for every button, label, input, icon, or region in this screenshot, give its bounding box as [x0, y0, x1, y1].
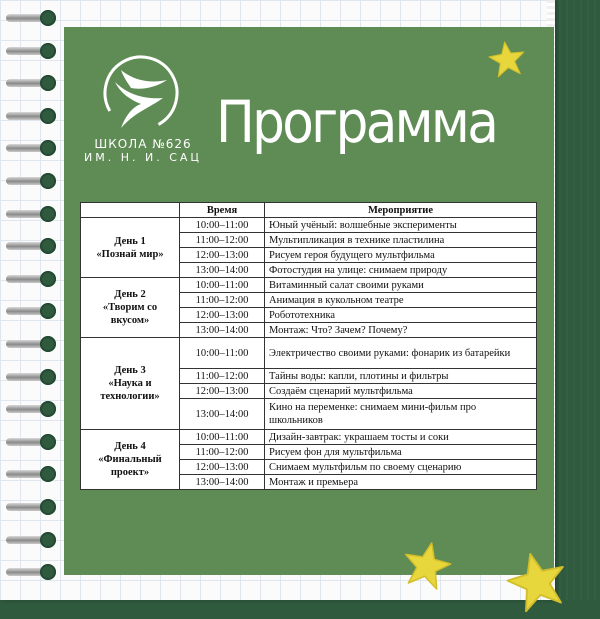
time-cell: 11:00–12:00	[180, 445, 265, 460]
event-cell: Фотостудия на улице: снимаем природу	[265, 263, 537, 278]
spiral-ring-icon	[6, 369, 58, 385]
event-cell: Рисуем фон для мультфильма	[265, 445, 537, 460]
school-name-line2: ИМ. Н. И. САЦ	[84, 151, 202, 164]
spiral-ring-icon	[6, 466, 58, 482]
event-cell: Кино на переменке: снимаем мини-фильм про школьников	[265, 399, 537, 430]
event-cell: Витаминный салат своими руками	[265, 278, 537, 293]
time-cell: 12:00–13:00	[180, 384, 265, 399]
event-cell: Монтаж: Что? Зачем? Почему?	[265, 323, 537, 338]
spiral-ring-icon	[6, 140, 58, 156]
event-cell: Снимаем мультфильм по своему сценарию	[265, 460, 537, 475]
day-cell	[81, 278, 180, 338]
table-row	[81, 338, 537, 369]
event-cell: Монтаж и премьера	[265, 475, 537, 490]
day-theme: «Наука и технологии»	[100, 378, 160, 402]
day-theme: «Творим со вкусом»	[102, 302, 158, 326]
time-cell: 13:00–14:00	[180, 399, 265, 430]
header-day	[81, 203, 180, 218]
time-cell: 10:00–11:00	[180, 430, 265, 445]
time-cell: 11:00–12:00	[180, 369, 265, 384]
time-cell: 10:00–11:00	[180, 338, 265, 369]
spiral-ring-icon	[6, 271, 58, 287]
day-label: День 2	[114, 289, 146, 300]
event-cell: Юный учёный: волшебные эксперименты	[265, 218, 537, 233]
star-icon	[397, 535, 456, 594]
spiral-ring-icon	[6, 206, 58, 222]
time-cell: 10:00–11:00	[180, 278, 265, 293]
spiral-ring-icon	[6, 532, 58, 548]
school-logo-icon	[91, 50, 191, 150]
time-cell: 12:00–13:00	[180, 308, 265, 323]
table-row	[81, 278, 537, 293]
day-label: День 3	[114, 365, 146, 376]
page-title: Программа	[216, 88, 497, 156]
spiral-ring-icon	[6, 43, 58, 59]
spiral-ring-icon	[6, 10, 58, 26]
event-cell: Анимация в кукольном театре	[265, 293, 537, 308]
time-cell: 12:00–13:00	[180, 460, 265, 475]
time-cell: 13:00–14:00	[180, 475, 265, 490]
header-time: Время	[180, 203, 265, 218]
school-name	[76, 137, 210, 165]
spiral-ring-icon	[6, 238, 58, 254]
spiral-ring-icon	[6, 303, 58, 319]
day-theme: «Познай мир»	[96, 248, 164, 260]
time-cell: 11:00–12:00	[180, 293, 265, 308]
table-row	[81, 430, 537, 445]
time-cell: 12:00–13:00	[180, 248, 265, 263]
day-cell	[81, 218, 180, 278]
event-cell: Рисуем героя будущего мультфильма	[265, 248, 537, 263]
day-theme: «Финальный проект»	[98, 454, 162, 478]
table-row	[81, 218, 537, 233]
spiral-ring-icon	[6, 564, 58, 580]
header-event: Мероприятие	[265, 203, 537, 218]
table-header-row	[81, 203, 537, 218]
spiral-ring-icon	[6, 75, 58, 91]
day-label: День 4	[114, 441, 146, 452]
event-cell: Электричество своими руками: фонарик из батарейки	[265, 338, 537, 369]
time-cell: 13:00–14:00	[180, 323, 265, 338]
time-cell: 11:00–12:00	[180, 233, 265, 248]
event-cell: Тайны воды: капли, плотины и фильтры	[265, 369, 537, 384]
spiral-ring-icon	[6, 499, 58, 515]
spiral-ring-icon	[6, 173, 58, 189]
time-cell: 10:00–11:00	[180, 218, 265, 233]
day-label: День 1	[114, 235, 146, 247]
event-cell: Мультипликация в технике пластилина	[265, 233, 537, 248]
event-cell: Создаём сценарий мультфильма	[265, 384, 537, 399]
program-table	[80, 202, 537, 490]
time-cell: 13:00–14:00	[180, 263, 265, 278]
event-cell: Дизайн-завтрак: украшаем тосты и соки	[265, 430, 537, 445]
school-name-line1: ШКОЛА №626	[94, 137, 192, 151]
event-cell: Робототехника	[265, 308, 537, 323]
star-icon	[486, 38, 529, 81]
spiral-ring-icon	[6, 401, 58, 417]
spiral-ring-icon	[6, 434, 58, 450]
spiral-ring-icon	[6, 108, 58, 124]
day-cell	[81, 338, 180, 430]
day-cell	[81, 430, 180, 490]
spiral-ring-icon	[6, 336, 58, 352]
